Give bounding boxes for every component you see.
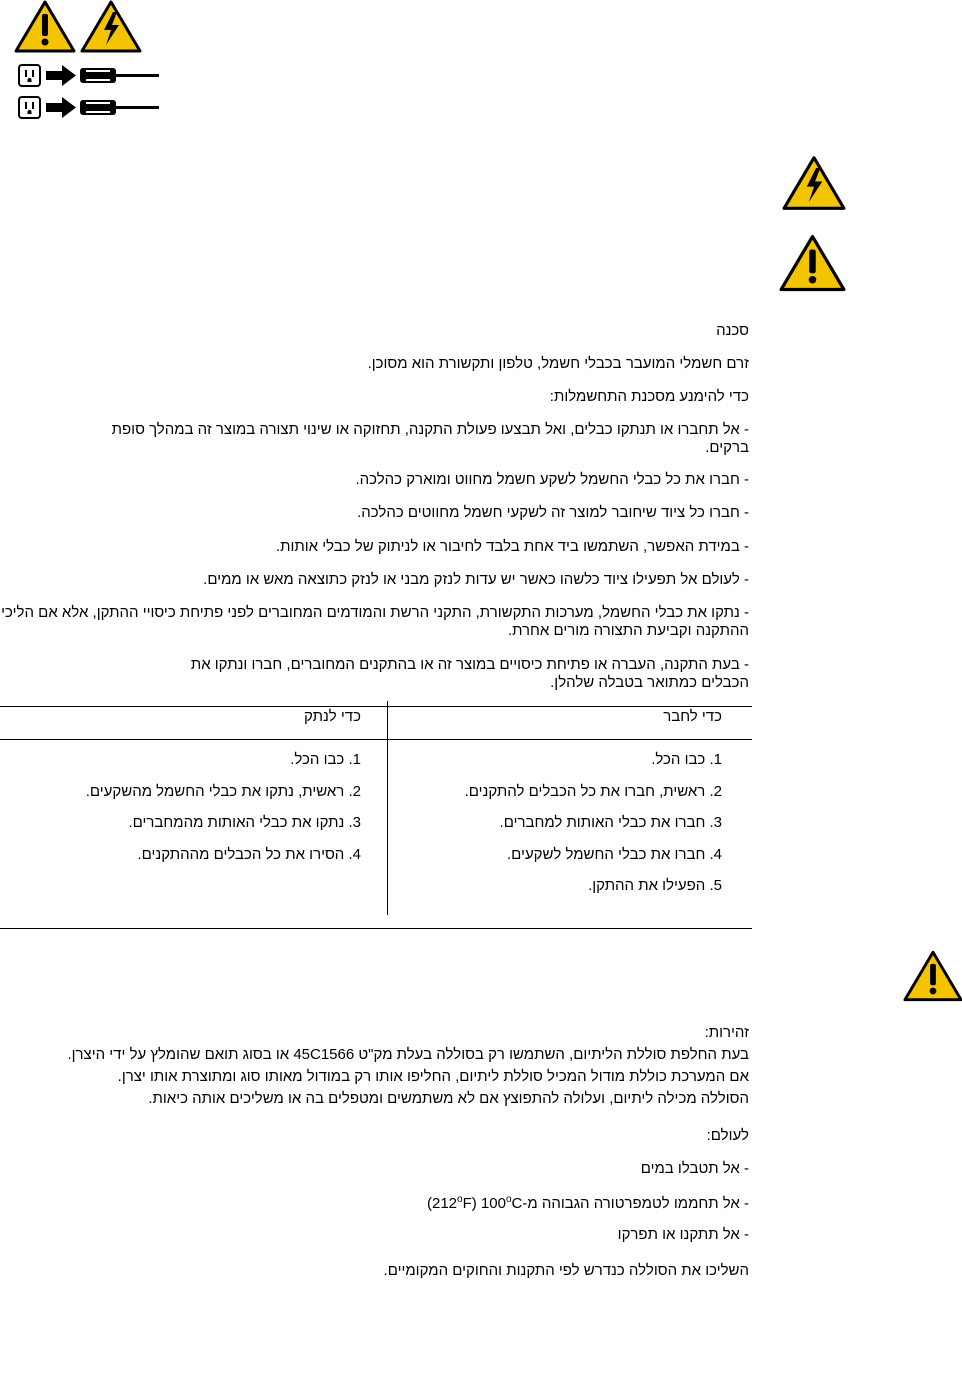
never-item: - אל תטבלו במים [640, 1160, 749, 1177]
arrow-icon [46, 97, 76, 118]
caution-triangle-icon [903, 950, 962, 1002]
warning-line: אם המערכת כוללת מודול המכיל סוללת ליתיום, החליפו אותו רק במודול מאותו סוג ומתוצרת אותו יצרן. [117, 1068, 749, 1085]
connect-step: 5. הפעילו את ההתקן. [588, 877, 722, 894]
connect-step: 3. חברו את כבלי האותות למחברים. [499, 814, 722, 831]
power-plug-icon [80, 100, 159, 115]
danger-bullet: - אל תחברו או תנתקו כבלים, ואל תבצעו פעולת התקנה, תחזוקה או שינוי תצורה במוצר זה במהלך סופת ברקים. [111, 421, 749, 456]
power-plug-icon [80, 68, 159, 83]
temp-c-value: 100 [480, 1195, 506, 1212]
never-item: - אל תחממו לטמפרטורה הגבוהה מ- [522, 1195, 749, 1212]
temp-f-unit: F) [462, 1195, 477, 1212]
warning-line: בעת החלפת סוללת הליתיום, השתמשו רק בסוללה בעלת מק"ט 45C1566 או בסוג תואם שהומלץ על ידי היצרן. [67, 1046, 749, 1063]
never-item: - אל תתקנו או תפרקו [617, 1226, 749, 1243]
caution-triangle-icon [14, 0, 76, 53]
connect-step: 1. כבו הכל. [651, 751, 722, 768]
temp-c-unit: C [511, 1195, 523, 1212]
degree-sign: o [505, 1194, 512, 1205]
disconnect-step: 4. הסירו את כל הכבלים מההתקנים. [137, 845, 361, 863]
warning-title: זהירות: [704, 1024, 749, 1041]
outlet-icon [19, 97, 40, 118]
temp-f-value: (212 [426, 1195, 458, 1212]
disconnect-step: 3. נתקו את כבלי האותות מהמחברים. [128, 814, 361, 831]
never-heading: לעולם: [706, 1127, 749, 1144]
warning-line: הסוללה מכילה ליתיום, ועלולה להתפוצץ אם לא משתמשים ומטפלים בה או משליכים אותה כיאות. [148, 1090, 749, 1107]
high-voltage-icon [80, 0, 142, 53]
disconnect-step: 2. ראשית, נתקו את כבלי החשמל מהשקעים. [85, 782, 361, 800]
disconnect-step: 1. כבו הכל. [290, 751, 361, 768]
caution-triangle-icon [779, 234, 846, 292]
danger-bullet: - לעולם אל תפעילו ציוד כלשהו כאשר יש עדות לנזק מבני או לנזק כתוצאה מאש או ממים. [203, 571, 749, 588]
temperature-value [427, 1195, 522, 1212]
cable-table [0, 706, 752, 929]
danger-bullet: - בעת התקנה, העברה או פתיחת כיסויים במוצר זה או בהתקנים המחוברים, חברו ונתקו את הכבלים כמתואר בטבלה שלהלן. [190, 656, 749, 691]
danger-bullet: - במידת האפשר, השתמשו ביד אחת בלבד לחיבור או לניתוק של כבלי אותות. [275, 538, 749, 555]
disconnect-power-cord-icon [16, 62, 161, 90]
outlet-icon [19, 65, 40, 86]
disconnect-header: כדי לנתק [304, 708, 361, 725]
danger-bullet: - חברו את כל כבלי החשמל לשקע חשמל מחווט ומוארק כהלכה. [355, 471, 749, 488]
never-item-temperature [427, 1191, 749, 1213]
high-voltage-icon [782, 155, 846, 211]
danger-intro: זרם חשמלי המועבר בכבלי חשמל, טלפון ותקשורת הוא מסוכן. [367, 355, 749, 372]
disconnect-power-cord-icon [16, 94, 161, 122]
avoid-heading: כדי להימנע מסכנת התחשמלות: [549, 388, 749, 405]
danger-title: סכנה [716, 322, 749, 339]
danger-bullet: - נתקו את כבלי החשמל, מערכות התקשורת, התקני הרשת והמודמים המחוברים לפני פתיחת כיסויי ההתקן, אלא אם הליכי ההתקנה וקביעת התצורה מורים אחרת. [1, 604, 749, 639]
danger-bullet: - חברו כל ציוד שיחובר למוצר זה לשקעי חשמל מחווטים כהלכה. [357, 504, 749, 521]
connect-step: 2. ראשית, חברו את כל הכבלים להתקנים. [464, 782, 722, 800]
arrow-icon [46, 65, 76, 86]
connect-step: 4. חברו את כבלי החשמל לשקעים. [507, 845, 722, 863]
degree-sign: o [457, 1194, 463, 1205]
connect-header: כדי לחבר [663, 708, 722, 725]
disposal-instruction: השליכו את הסוללה כנדרש לפי התקנות והחוקים המקומיים. [383, 1262, 749, 1279]
